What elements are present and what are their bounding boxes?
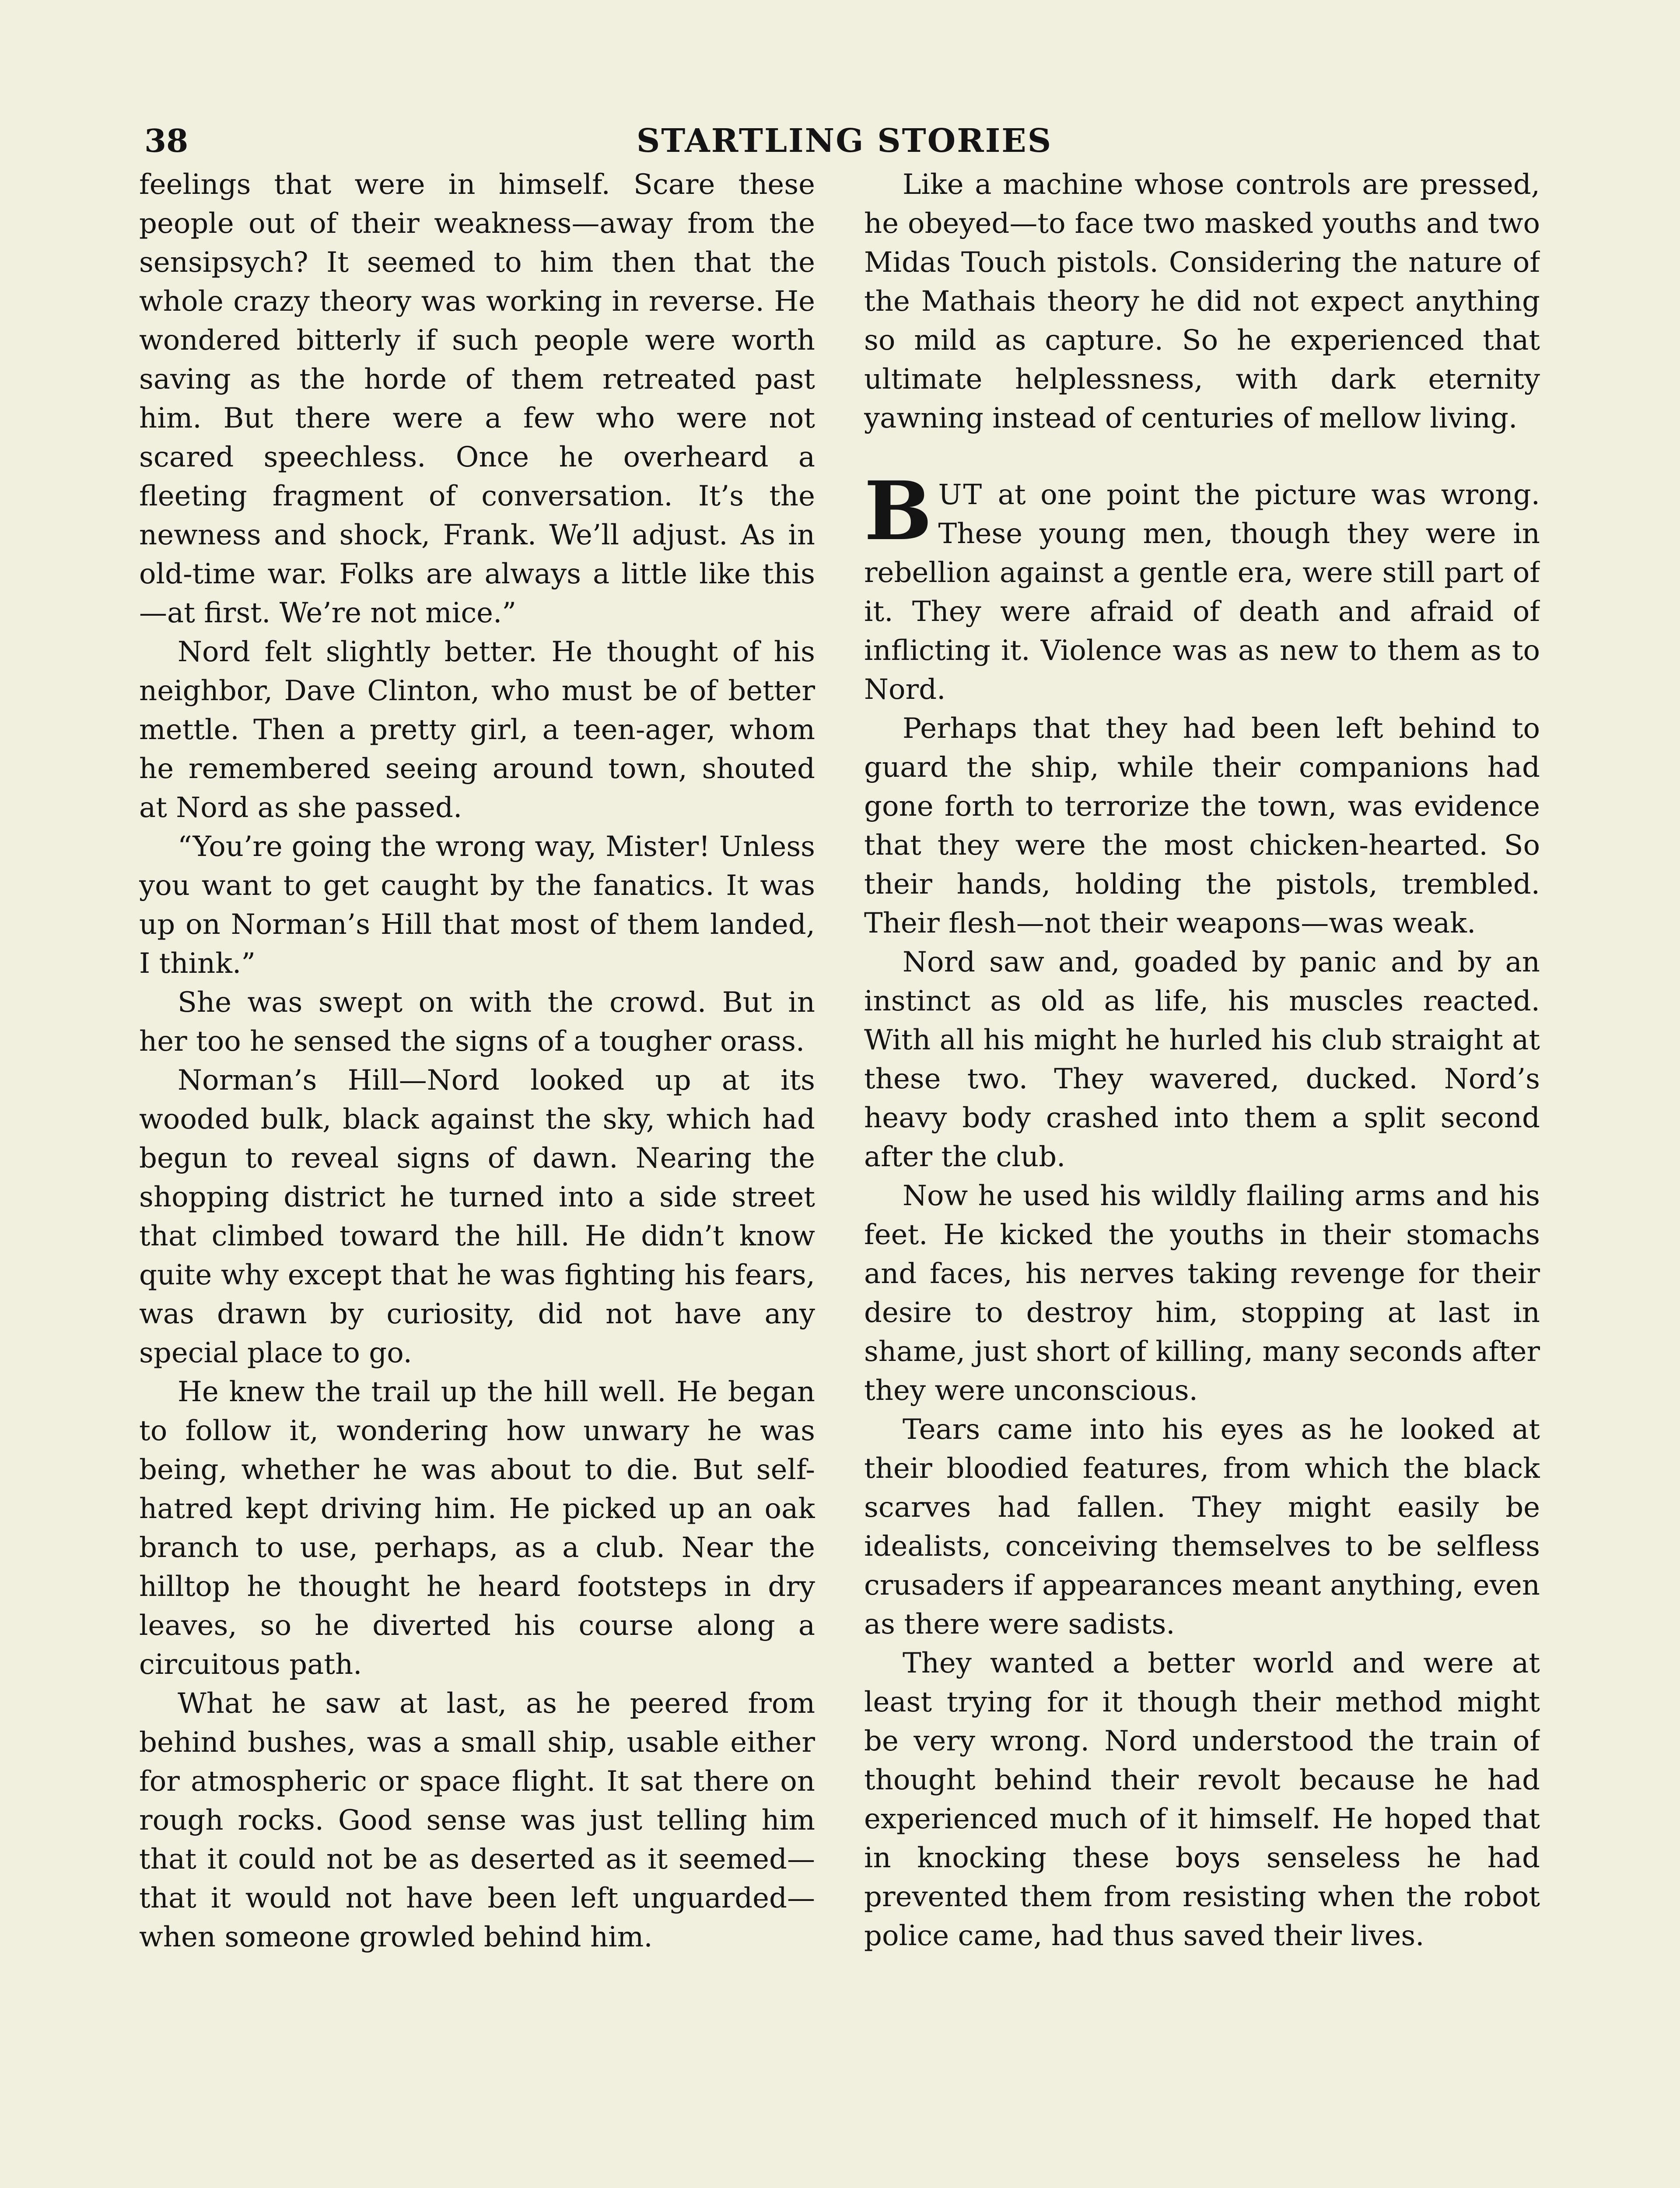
paragraph: What he saw at last, as he peered from behind bushes, was a small ship, usable either for atmospheric or space flight. It sat there on rough rocks. Good sense was just telling him that it could not be as deserted as it seemed—that it would not have been left unguarded—when someone growled behind him. — [139, 1687, 815, 1953]
magazine-title: STARTLING STORIES — [636, 122, 1053, 160]
paragraph: Now he used his wildly flailing arms and his feet. He kicked the youths in their stomachs and faces, his nerves taking revenge for their desire to destroy him, stopping at last in shame, just short of killing, many seconds after they were unconscious. — [864, 1180, 1540, 1407]
paragraph: feelings that were in himself. Scare these people out of their weakness—away from the sensipsych? It seemed to him then that the whole crazy theory was working in reverse. He wondered bitterly if such people were worth saving as the horde of them retreated past him. But there were a few who were not scared speechless. Once he overheard a fleeting fragment of conversation. It’s the newness and shock, Frank. We’ll adjust. As in old-time war. Folks are always a little like this—at first. We’re not mice.” — [139, 168, 815, 629]
drop-cap: B — [864, 464, 932, 558]
paragraph: Like a machine whose controls are pressed, he obeyed—to face two masked youths and two Midas Touch pistols. Considering the nature of the Mathais theory he did not expect anything so mild as capture. So he experienced that ultimate helplessness, with dark eternity yawning instead of centuries of mellow living. — [864, 168, 1540, 435]
paragraph: Tears came into his eyes as he looked at their bloodied features, from which the black scarves had fallen. They might easily be idealists, conceiving themselves to be selfless crusaders if appearances meant anything, even as there were sadists. — [864, 1413, 1540, 1641]
running-header — [144, 119, 1544, 167]
paragraph: “You’re going the wrong way, Mister! Unless you want to get caught by the fanatics. It was up on Norman’s Hill that most of them landed, I think.” — [139, 831, 815, 980]
paragraph: Norman’s Hill—Nord looked up at its wooded bulk, black against the sky, which had begun to reveal signs of dawn. Nearing the shopping district he turned into a side street that climbed toward the hill. He didn’t know quite why except that he was fighting his fears, was drawn by curiosity, did not have any special place to go. — [139, 1064, 815, 1369]
paragraph: He knew the trail up the hill well. He began to follow it, wondering how unwary he was being, whether he was about to die. But self-hatred kept driving him. He picked up an oak branch to use, perhaps, as a club. Near the hilltop he thought he heard footsteps in dry leaves, so he diverted his course along a circuitous path. — [139, 1376, 815, 1681]
paragraph: Nord saw and, goaded by panic and by an instinct as old as life, his muscles reacted. With all his might he hurled his club straight at these two. They wavered, ducked. Nord’s heavy body crashed into them a split second after the club. — [864, 946, 1540, 1173]
paragraph: Perhaps that they had been left behind to guard the ship, while their companions had gone forth to terrorize the town, was evidence that they were the most chicken-hearted. So their hands, holding the pistols, trembled. Their flesh—not their weapons—was weak. — [864, 712, 1540, 940]
paragraph: Nord felt slightly better. He thought of his neighbor, Dave Clinton, who must be of better mettle. Then a pretty girl, a teen-ager, whom he remembered seeing around town, shouted at Nord as she passed. — [139, 636, 815, 824]
left-text-column — [139, 165, 815, 2188]
paragraph: They wanted a better world and were at least trying for it though their method might be very wrong. Nord understood the train of thought behind their revolt because he had experienced much of it himself. He hoped that in knocking these boys senseless he had prevented them from resisting when the robot police came, had thus saved their lives. — [864, 1647, 1540, 1952]
page-number: 38 — [144, 122, 189, 159]
paragraph: She was swept on with the crowd. But in her too he sensed the signs of a tougher orass. — [139, 986, 815, 1058]
opening-word-rest: UT — [938, 479, 984, 511]
section-opening-text: at one point the picture was wrong. These young men, though they were in rebellion against a gentle era, were still part of it. They were afraid of death and afraid of inflicting it. Violence was as new to them as to Nord. — [864, 479, 1540, 706]
section-opening-paragraph — [864, 464, 1540, 709]
right-text-column — [864, 165, 1540, 2188]
